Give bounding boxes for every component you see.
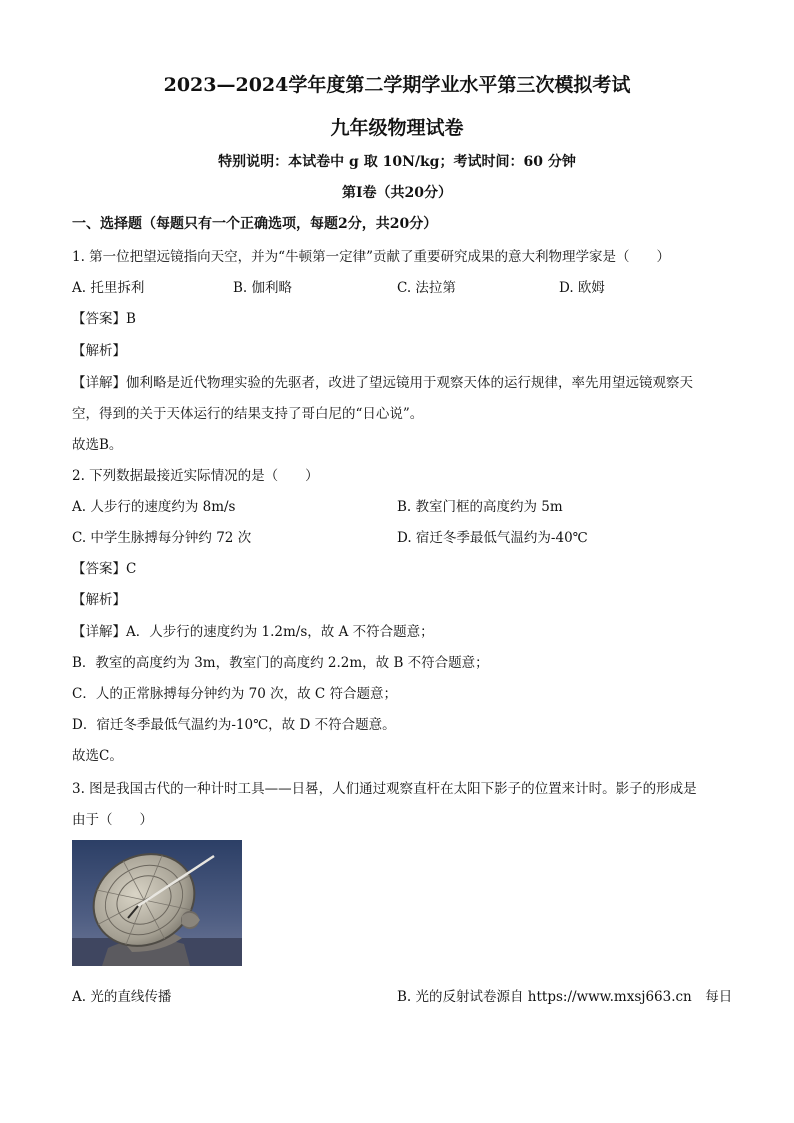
q1-conclusion: 故选B。	[72, 437, 123, 453]
q2-detail-line2: B．教室的高度约为 3m，教室门的高度约 2.2m，故 B 不符合题意；	[72, 655, 489, 671]
exam-title: 2023—2024学年度第二学期学业水平第三次模拟考试	[163, 74, 631, 96]
q3-option-b: B. 光的反射试卷源自 https://www.mxsj663.cn 每日	[397, 989, 733, 1005]
q2-option-a: A. 人步行的速度约为 8m/s	[72, 499, 236, 515]
sundial-illustration	[72, 840, 242, 966]
q2-stem: 2. 下列数据最接近实际情况的是（ ）	[72, 468, 319, 484]
special-note: 特别说明：本试卷中 g 取 10N/kg；考试时间：60 分钟	[218, 154, 576, 170]
q2-option-d: D. 宿迁冬季最低气温约为-40℃	[397, 530, 588, 546]
q2-option-b: B. 教室门框的高度约为 5m	[397, 499, 563, 515]
q2-detail-line1: 【详解】A．人步行的速度约为 1.2m/s，故 A 不符合题意；	[72, 624, 434, 640]
q1-option-c: C. 法拉第	[397, 280, 456, 296]
q2-answer: 【答案】C	[72, 561, 137, 577]
q2-analysis: 【解析】	[72, 592, 126, 608]
q2-detail-line4: D．宿迁冬季最低气温约为-10℃，故 D 不符合题意。	[72, 717, 396, 733]
exam-subtitle: 九年级物理试卷	[330, 117, 464, 139]
q1-detail-line2: 空，得到的关于天体运行的结果支持了哥白尼的“日心说”。	[72, 406, 424, 422]
q3-stem-line2: 由于（ ）	[72, 812, 153, 828]
part-heading: 第Ⅰ卷（共20分）	[341, 185, 453, 201]
q2-detail-line3: C．人的正常脉搏每分钟约为 70 次，故 C 符合题意；	[72, 686, 398, 702]
q1-stem: 1. 第一位把望远镜指向天空，并为“牛顿第一定律”贡献了重要研究成果的意大利物理学家是（ ）	[72, 249, 670, 265]
q2-conclusion: 故选C。	[72, 748, 123, 764]
q3-option-a: A. 光的直线传播	[72, 989, 172, 1005]
q1-option-d: D. 欧姆	[559, 280, 605, 296]
sundial-photo	[72, 840, 242, 966]
section-heading: 一、选择题（每题只有一个正确选项，每题2分，共20分）	[72, 216, 438, 232]
q3-stem-line1: 3. 图是我国古代的一种计时工具——日晷，人们通过观察直杆在太阳下影子的位置来计时。影子的形成是	[72, 781, 697, 797]
q1-detail-line1: 【详解】伽利略是近代物理实验的先驱者，改进了望远镜用于观察天体的运行规律，率先用望远镜观察天	[72, 375, 693, 391]
q1-option-b: B. 伽利略	[233, 280, 293, 296]
q1-option-a: A. 托里拆利	[72, 280, 145, 296]
q1-answer: 【答案】B	[72, 311, 136, 327]
q2-option-c: C. 中学生脉搏每分钟约 72 次	[72, 530, 252, 546]
q1-analysis: 【解析】	[72, 343, 126, 359]
